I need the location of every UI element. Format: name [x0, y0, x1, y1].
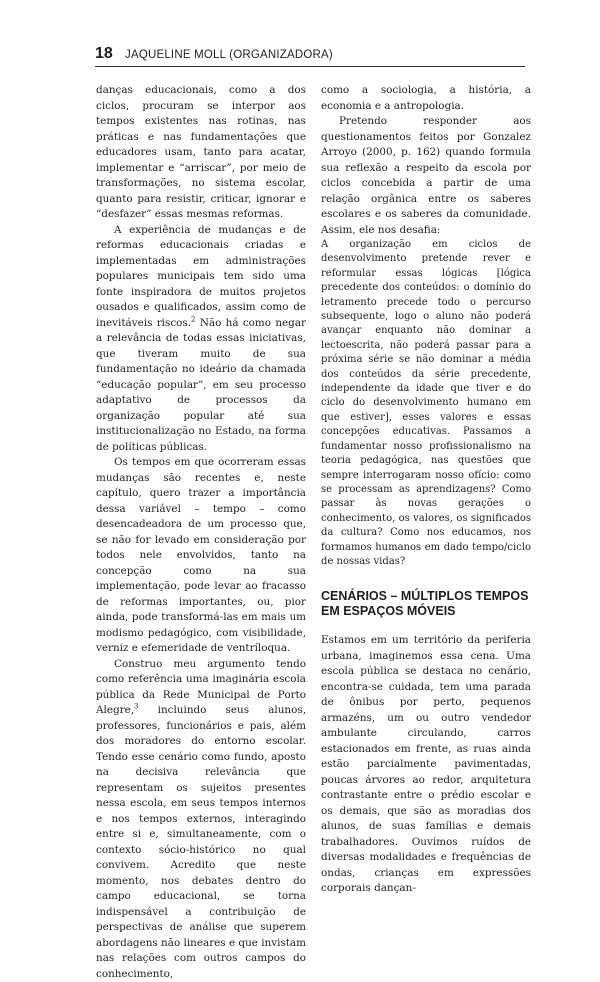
left-paragraph-2-text-a: A experiência de mudanças e de reformas educacionais criadas e implementadas em administrações populares municipais tem sido uma fonte inspiradora de muitos projetos ousados e qualificados, assim como de inevitáveis riscos. — [96, 224, 306, 329]
page-header — [95, 44, 525, 66]
right-paragraph-1: como a sociologia, a história, a economia e a antropologia. — [321, 83, 531, 114]
left-column — [96, 83, 306, 982]
section-heading: CENÁRIOS – MÚLTIPLOS TEMPOS EM ESPAÇOS MÓVEIS — [321, 589, 531, 619]
left-paragraph-3: Os tempos em que ocorreram essas mudanças são recentes e, neste capítulo, quero trazer a importância dessa variável – tempo – como desencadeadora de um processo que, se não for levado em consideração por todos nele envolvidos, tanto na concepção como na sua implementação, pode levar ao fracasso de reformas importantes, ou, pior ainda, pode transformá-las em mais um modismo pedagógico, com visibilidade, verniz e efemeridade de ventríloqua. — [96, 455, 306, 657]
footnote-marker-3: 3 — [134, 703, 138, 711]
block-quote: A organização em ciclos de desenvolvimento pretende rever e reformular essas lógicas [lógica precedente dos conteúdos: o domínio do letramento precede todo o percurso subsequente, logo o aluno não poderá avançar enquanto não dominar a lectoescrita, não poderá passar para a próxima série se não dominar a média dos conteúdos da série precedente, independente da idade que tiver e do ciclo do desenvolvimento humano em que estiver], esses valores e essas concepções educativas. Passamos a fundamentar nosso profissionalismo na teoria pedagógica, nas questões que sempre interrogaram nosso ofício: como se processam as aprendizagens? Como passar às novas gerações o conhecimento, os valores, os significados da cultura? Como nos educamos, nos formamos humanos em dado tempo/ciclo de nossas vidas? — [321, 238, 531, 569]
right-column — [321, 83, 531, 897]
running-title: JAQUELINE MOLL (ORGANIZADORA) — [125, 47, 333, 63]
right-paragraph-2: Pretendo responder aos questionamentos feitos por Gonzalez Arroyo (2000, p. 162) quando formula sua reflexão a respeito da escola por ciclos concebida a partir de uma relação orgânica entre os saberes escolares e os saberes da comunidade. Assim, ele nos desafia: — [321, 114, 531, 238]
left-paragraph-2 — [96, 223, 306, 456]
left-paragraph-1: danças educacionais, como a dos ciclos, procuram se interpor aos tempos existentes nas rotinas, nas práticas e nas fundamentações que educadores usam, tanto para acatar, implementar e “arriscar”, por meio de transformações, no sistema escolar, quanto para resistir, criticar, ignorar e “desfazer” essas mesmas reformas. — [96, 83, 306, 223]
right-paragraph-3: Estamos em um território da periferia urbana, imaginemos essa cena. Uma escola pública se destaca no cenário, encontra-se cuidada, tem uma parada de ônibus por perto, pequenos armazéns, um ou outro vendedor ambulante circulando, carros estacionados em frente, as ruas ainda estão parcialmente pavimentadas, poucas árvores ao redor, arquitetura contrastante entre o prédio escolar e os demais, que são as moradias dos alunos, de suas famílias e demais trabalhadores. Ouvimos ruídos de diversas modalidades e frequências de ondas, crianças em expressões corporais dançan- — [321, 633, 531, 897]
left-paragraph-2-text-b: Não há como negar a relevância de todas essas iniciativas, que tiveram muito de sua fundamentação no ideário da chamada “educação popular”, em seu processo adaptativo de processos da organização popular até sua institucionalização no Estado, na forma de políticas públicas. — [96, 317, 306, 453]
left-paragraph-4 — [96, 657, 306, 982]
left-paragraph-4-text-b: incluindo seus alunos, professores, funcionários e pais, além dos moradores do entorno escolar. Tendo esse cenário como fundo, aposto na decisiva relevância que representam os sujeitos presentes nessa escola, em seus tempos internos e nos tempos externos, interagindo entre si e, simultaneamente, com o contexto sócio-histórico no qual convivem. Acredito que neste momento, nos debates dentro do campo educacional, se torna indispensável a contribuição de perspectivas de análise que superem abordagens não lineares e que invistam nas relações com outros campos do conhecimento, — [96, 704, 306, 980]
page-number: 18 — [95, 44, 113, 64]
left-paragraph-4-text-a: Construo meu argumento tendo como referência uma imaginária escola pública da Rede Municipal de Porto Alegre, — [96, 658, 306, 717]
header-rule — [95, 66, 525, 67]
footnote-marker-2: 2 — [191, 315, 195, 323]
